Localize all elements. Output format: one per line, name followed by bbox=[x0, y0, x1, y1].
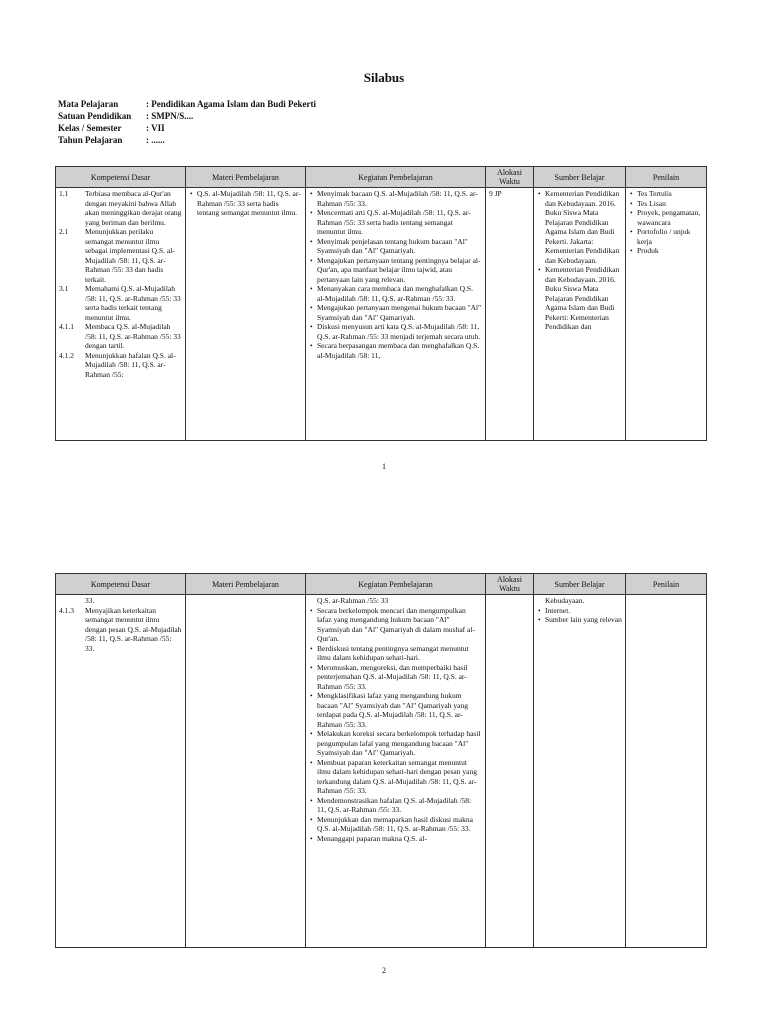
penilaian-cell bbox=[626, 188, 707, 441]
kd-number: 2.1 bbox=[59, 227, 69, 236]
table-header-row bbox=[56, 167, 707, 188]
kegiatan-item: • Mendemonstrasikan hafalan Q.S. al-Mujadilah /58: 11, Q.S. ar-Rahman /55: 33. bbox=[317, 796, 482, 815]
kompetensi-dasar-cell bbox=[56, 595, 186, 948]
header-kompetensi-dasar: Kompetensi Dasar bbox=[56, 167, 186, 188]
kd-item bbox=[59, 189, 182, 227]
kegiatan-item: • Mencermati arti Q.S. al-Mujadilah /58: 11, Q.S. ar-Rahman /55: 33 serta hadis tentang semangat menuntut ilmu. bbox=[317, 208, 482, 237]
document-title: Silabus bbox=[363, 70, 405, 85]
kd-item bbox=[59, 227, 182, 284]
kd-number: 4.1.2 bbox=[59, 350, 74, 360]
meta-info bbox=[58, 98, 316, 146]
kegiatan-item: • Berdiskusi tentang pentingnya semangat menuntut ilmu dalam kehidupan sehari-hari. bbox=[317, 644, 482, 663]
syllabus-table-page-1 bbox=[55, 166, 707, 441]
kd-continuation bbox=[59, 596, 182, 606]
header-materi: Materi Pembelajaran bbox=[186, 574, 306, 595]
meta-value: : VII bbox=[146, 123, 165, 133]
kd-text: Menunjukkan perilaku semangat menuntut ilmu sebagai implementasi Q.S. al-Mujadilah /58: 11, Q.S. ar-Rahman /55: 33 dan hadis terkait. bbox=[85, 227, 175, 284]
materi-cell bbox=[186, 188, 306, 441]
kd-item bbox=[59, 322, 182, 351]
kd-item bbox=[59, 351, 182, 380]
kd-number: 1.1 bbox=[59, 189, 69, 198]
kegiatan-continuation: Q.S. ar-Rahman /55: 33 bbox=[317, 596, 389, 605]
header-sumber: Sumber Belajar bbox=[534, 574, 626, 595]
kegiatan-cell bbox=[306, 595, 486, 948]
meta-row bbox=[58, 98, 316, 110]
header-penilaian: Penilain bbox=[626, 167, 707, 188]
kegiatan-item: • Melakukan koreksi secara berkelompok terhadap hasil pengumpulan lafal yang mengandung bacaan "Al" Syamsiyah dan "Al" Qamariyah. bbox=[317, 729, 482, 758]
materi-cell bbox=[186, 595, 306, 948]
meta-row bbox=[58, 122, 316, 134]
kegiatan-item: • Menyimak penjelasan tentang hukum bacaan "Al" Syamsiyah dan "Al" Qamariyah. bbox=[317, 237, 482, 256]
penilaian-item: • Tes Lisan bbox=[637, 199, 703, 209]
kegiatan-item: • Menanggapi paparan makna Q.S. al- bbox=[317, 834, 482, 844]
header-alokasi: Alokasi Waktu bbox=[486, 574, 534, 595]
kd-text: Membaca Q.S. al-Mujadilah /58: 11, Q.S. ar-Rahman /55: 33 dengan tartil. bbox=[85, 322, 181, 350]
header-kegiatan: Kegiatan Pembelajaran bbox=[306, 167, 486, 188]
table-header-row bbox=[56, 574, 707, 595]
kd-text: Menunjukkan hafalan Q.S. al-Mujadilah /58: 11, Q.S. ar-Rahman /55: bbox=[85, 350, 176, 379]
kd-text: Memahami Q.S. al-Mujadilah /58: 11, Q.S. ar-Rahman /55: 33 serta hadis terkait tentang menuntut ilmu. bbox=[85, 284, 181, 322]
header-sumber: Sumber Belajar bbox=[534, 167, 626, 188]
kegiatan-item: • Diskusi menyusun arti kata Q.S. al-Mujadilah /58: 11, Q.S. ar-Rahman /55: 33 menjadi terjemah secara utuh. bbox=[317, 322, 482, 341]
kegiatan-item: • Mengajukan pertanyaan tentang pentingnya belajar al-Qur'an, apa manfaat belajar ilmu tajwid, atau pertanyaan lain yang relevan. bbox=[317, 256, 482, 285]
sumber-cell bbox=[534, 188, 626, 441]
penilaian-item: • Tes Tertulis bbox=[637, 189, 703, 199]
kd-text: Terbiasa membaca al-Qur'an dengan meyakini bahwa Allah akan meninggikan derajat orang yang beriman dan berilmu. bbox=[85, 189, 182, 227]
kegiatan-item: • Merumuskan, mengoreksi, dan memperbaiki hasil penterjemahan Q.S. al-Mujadilah /58: 11, Q.S. ar-Rahman /55: 33. bbox=[317, 663, 482, 692]
kompetensi-dasar-cell bbox=[56, 188, 186, 441]
header-materi: Materi Pembelajaran bbox=[186, 167, 306, 188]
sumber-continuation: Kebudayaan. bbox=[545, 596, 585, 605]
penilaian-cell bbox=[626, 595, 707, 948]
sumber-item: • Internet. bbox=[545, 606, 622, 616]
penilaian-item: • Proyek, pengamatan, wawancara bbox=[637, 208, 703, 227]
kegiatan-item: • Menyimak bacaan Q.S. al-Mujadilah /58: 11, Q.S. ar-Rahman /55: 33. bbox=[317, 189, 482, 208]
kd-number: 3.1 bbox=[59, 284, 69, 293]
kegiatan-item: • Menunjukkan dan memaparkan hasil diskusi makna Q.S. al-Mujadilah /58: 11, Q.S. ar-Rahman /55: 33. bbox=[317, 815, 482, 834]
sumber-item: • Sumber lain yang relevan bbox=[545, 615, 622, 625]
meta-label: Satuan Pendidikan bbox=[58, 111, 132, 121]
page-number: 2 bbox=[382, 966, 386, 975]
materi-item: • Q.S. al-Mujadilah /58: 11, Q.S. ar-Rahman /55: 33 serta hadis tentang semangat menuntut ilmu. bbox=[197, 189, 302, 218]
meta-value: : Pendidikan Agama Islam dan Budi Pekerti bbox=[146, 99, 317, 109]
kd-item bbox=[59, 284, 182, 322]
meta-value: : ...... bbox=[146, 135, 165, 145]
kegiatan-item: • Mengajukan pertanyaan mengenai hukum bacaan "Al" Syamsiyah dan "Al" Qamariyah. bbox=[317, 303, 482, 322]
meta-row bbox=[58, 134, 316, 146]
header-kegiatan: Kegiatan Pembelajaran bbox=[306, 574, 486, 595]
table-row bbox=[56, 188, 707, 441]
syllabus-table-page-2 bbox=[55, 573, 707, 948]
meta-value: : SMPN/S.... bbox=[146, 111, 194, 121]
meta-label: Mata Pelajaran bbox=[58, 99, 119, 109]
kegiatan-item: • Mengklasifikasi lafaz yang mengandung hukum bacaan "Al" Syamsiyah dan "Al" Qamariyah yang terdapat pada Q.S. al-Mujadilah /58: 11, Q.S. ar-Rahman /55: 33. bbox=[317, 691, 482, 729]
kegiatan-cell bbox=[306, 188, 486, 441]
penilaian-item: • Produk bbox=[637, 246, 703, 256]
alokasi-cell: 9 JP bbox=[486, 188, 534, 441]
kegiatan-item: • Membuat paparan keterkaitan semangat menuntut ilmu dalam kehidupan sehari-hari dengan pesan yang terkandung dalam Q.S. al-Mujadilah /58: 11, Q.S. ar-Rahman /55: 33. bbox=[317, 758, 482, 796]
meta-label: Kelas / Semester bbox=[58, 123, 122, 133]
kegiatan-item: • Secara berkelompok mencari dan mengumpulkan lafaz yang mengandung hukum bacaan "Al" Syamsiyah dan "Al" Qamariyah di dalam mushaf al-Qur'an. bbox=[317, 606, 482, 644]
sumber-item: • Kementerian Pendidikan dan Kebudayaan. 2016. Buku Siswa Mata Pelajaran Pendidikan Agama Islam dan Budi Pekerti. Jakarta: Kementerian Pendidikan dan Kebudayaan. bbox=[545, 189, 622, 265]
meta-row bbox=[58, 110, 316, 122]
kd-number: 4.1.3 bbox=[59, 605, 74, 615]
kd-number: 4.1.1 bbox=[59, 322, 74, 331]
kd-text: Menyajikan keterkaitan semangat menuntut ilmu dengan pesan Q.S. al-Mujadilah /58: 11, Q.S. ar-Rahman /55: 33. bbox=[85, 605, 182, 653]
kd-text: 33. bbox=[85, 596, 95, 605]
header-kompetensi-dasar: Kompetensi Dasar bbox=[56, 574, 186, 595]
kd-spacer bbox=[59, 596, 85, 606]
table-row bbox=[56, 595, 707, 948]
sumber-cell bbox=[534, 595, 626, 948]
alokasi-cell bbox=[486, 595, 534, 948]
kd-item bbox=[59, 606, 182, 654]
kegiatan-item: • Menanyakan cara membaca dan menghafalkan Q.S. al-Mujadilah /58: 11, Q.S. ar-Rahman /55: 33. bbox=[317, 284, 482, 303]
penilaian-item: • Portofolio / unjuk kerja bbox=[637, 227, 703, 246]
meta-label: Tahun Pelajaran bbox=[58, 135, 123, 145]
page-number: 1 bbox=[382, 462, 386, 471]
kegiatan-item: • Secara berpasangan membaca dan menghafalkan Q.S. al-Mujadilah /58: 11, bbox=[317, 341, 482, 360]
header-penilaian: Penilain bbox=[626, 574, 707, 595]
sumber-item: • Kementerian Pendidikan dan Kebudayaan. 2016. Buku Siswa Mata Pelajaran Pendidikan Agama Islam dan Budi Pekerti: Kementerian Pendidikan dan bbox=[545, 265, 622, 332]
header-alokasi: Alokasi Waktu bbox=[486, 167, 534, 188]
